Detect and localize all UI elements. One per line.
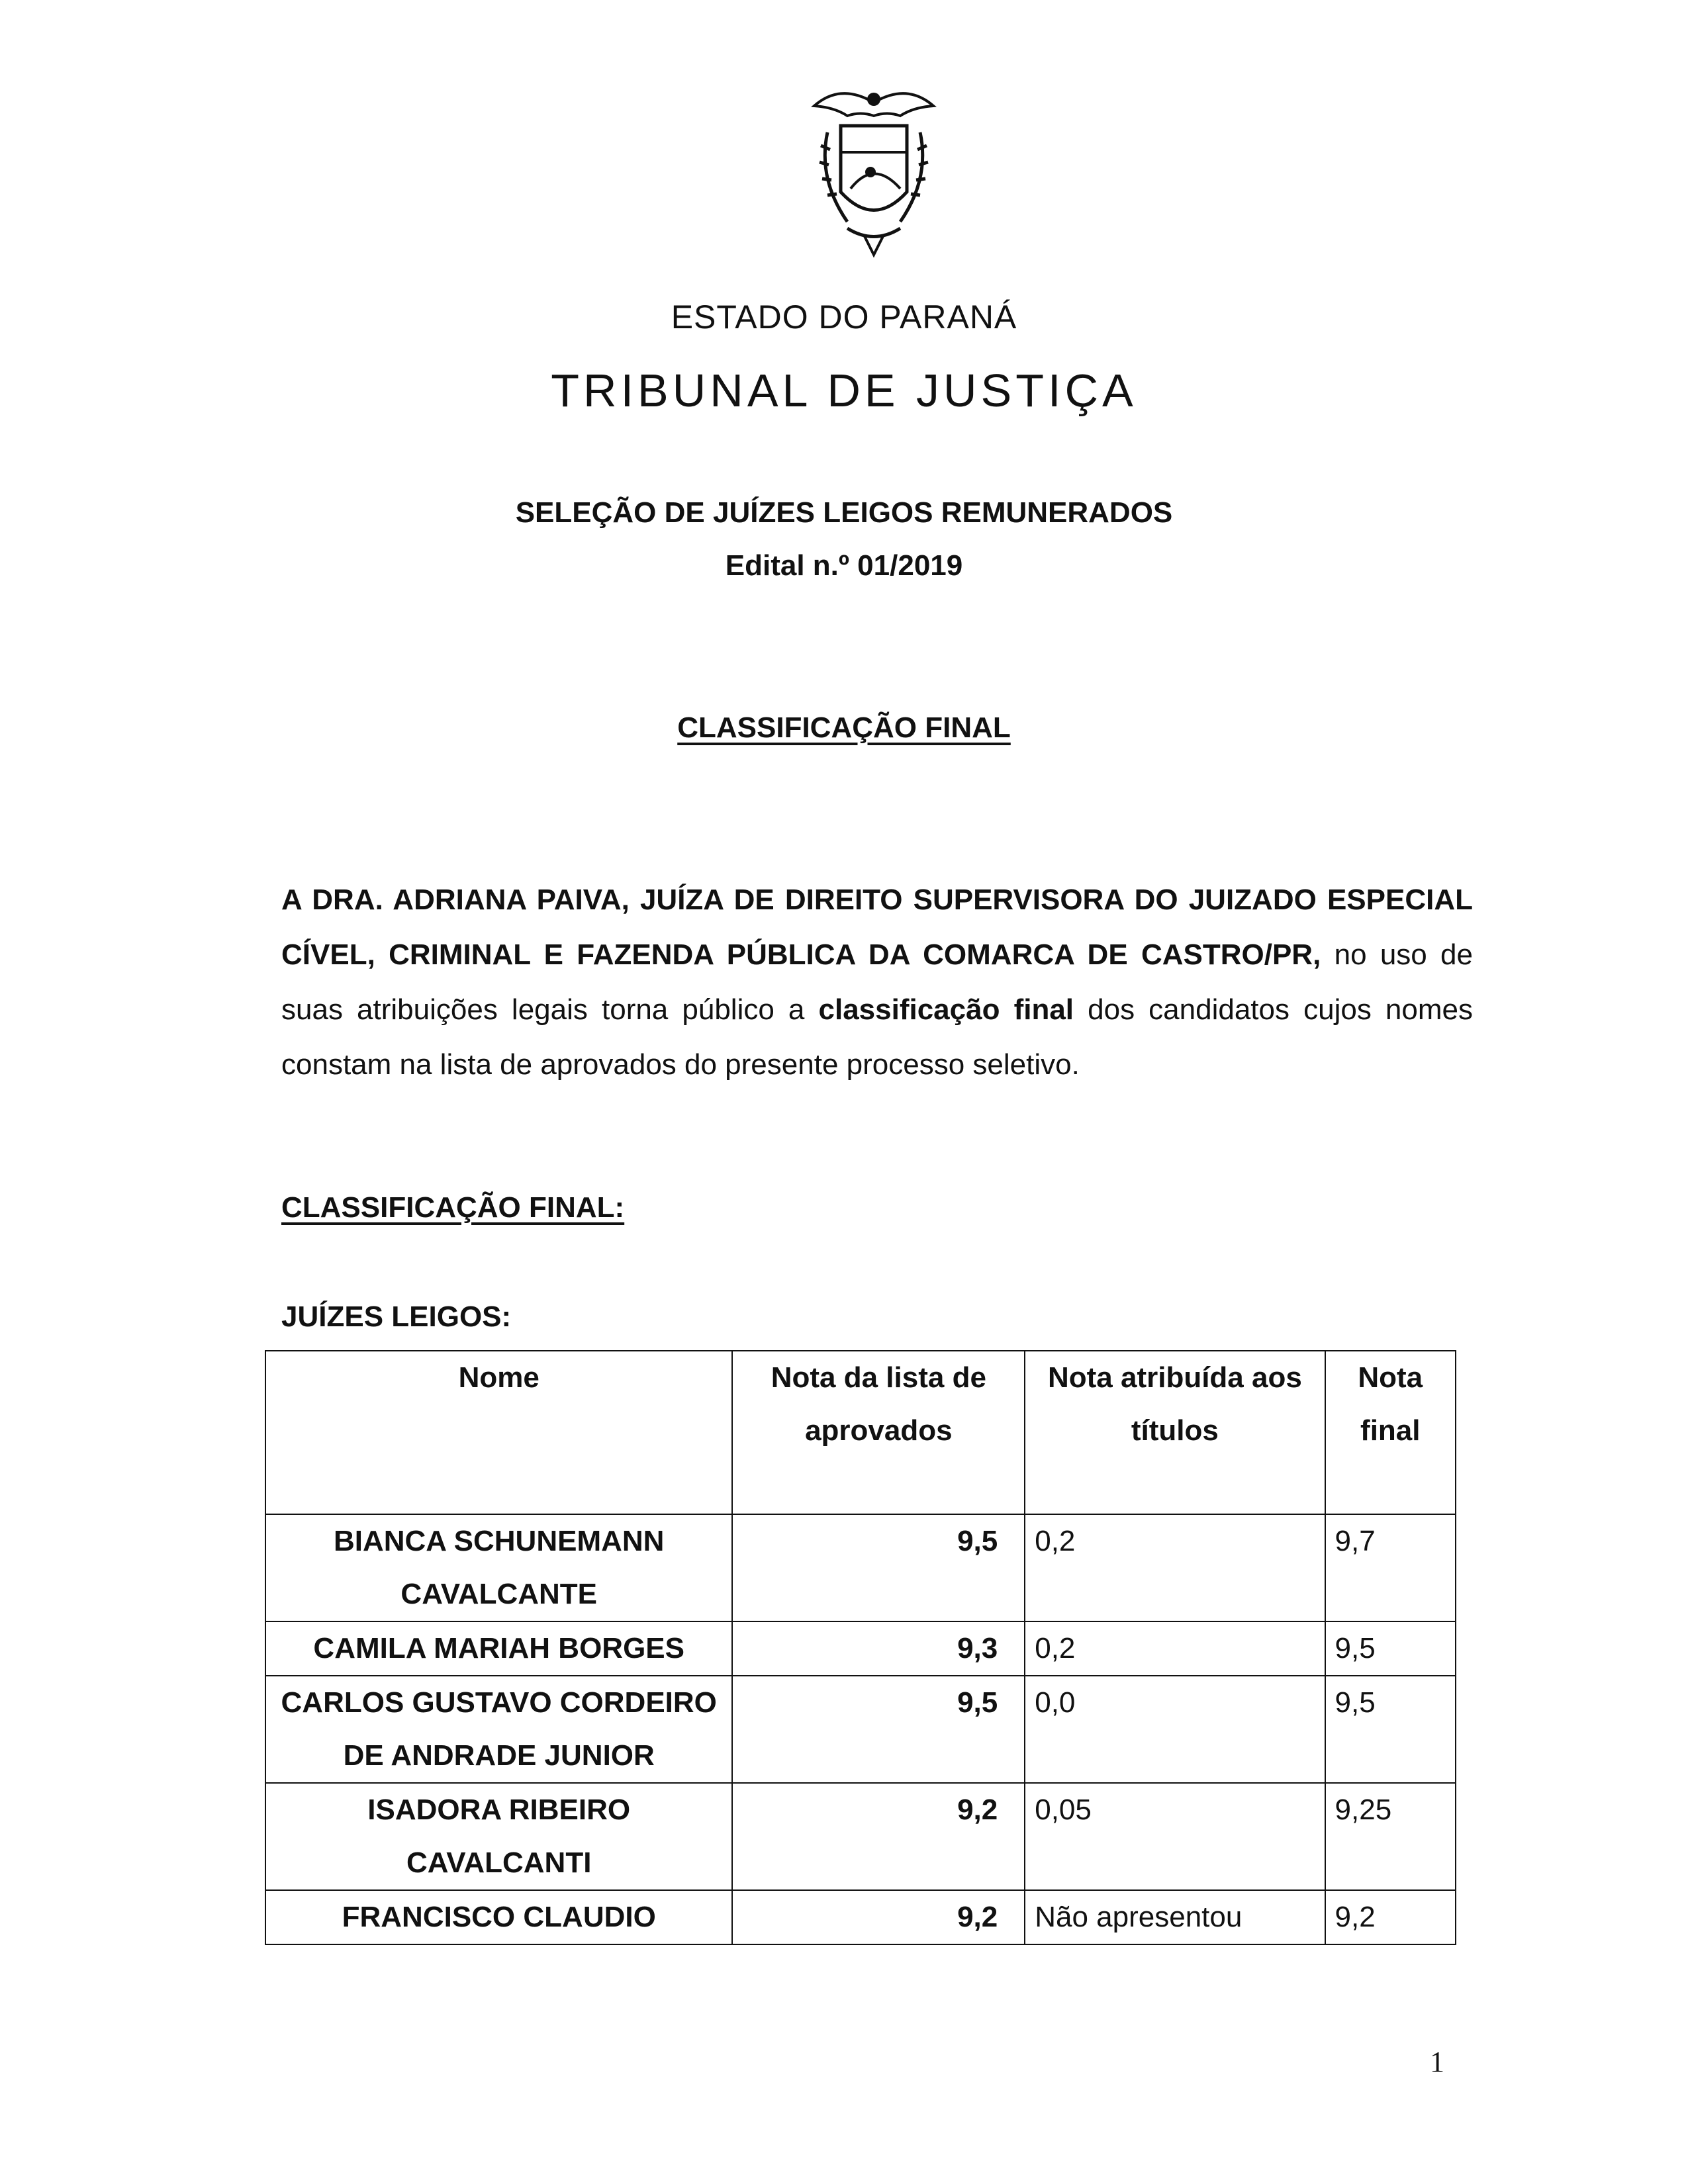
- candidate-name: ISADORA RIBEIRO CAVALCANTI: [265, 1783, 732, 1890]
- candidate-name: BIANCA SCHUNEMANN CAVALCANTE: [265, 1514, 732, 1621]
- list-grade: 9,3: [732, 1621, 1025, 1676]
- list-grade: 9,2: [732, 1890, 1025, 1944]
- title-grade: 0,2: [1025, 1621, 1325, 1676]
- header-title-grade: Nota atribuída aos títulos: [1025, 1351, 1325, 1514]
- candidate-name: CARLOS GUSTAVO CORDEIRO DE ANDRADE JUNIOR: [265, 1676, 732, 1783]
- court-name: TRIBUNAL DE JUSTIÇA: [551, 365, 1137, 416]
- list-grade: 9,2: [732, 1783, 1025, 1890]
- table-row: [265, 1890, 1456, 1944]
- edital-number: Edital n.º 01/2019: [725, 549, 963, 582]
- candidate-name: FRANCISCO CLAUDIO: [265, 1890, 732, 1944]
- final-grade: 9,25: [1325, 1783, 1456, 1890]
- document-title: CLASSIFICAÇÃO FINAL: [677, 711, 1011, 744]
- header-list-grade: Nota da lista de aprovados: [732, 1351, 1025, 1514]
- header-final-grade: Nota final: [1325, 1351, 1456, 1514]
- table-row: [265, 1783, 1456, 1890]
- table-row: [265, 1514, 1456, 1621]
- final-grade: 9,5: [1325, 1676, 1456, 1783]
- announcement-text: no uso de suas atribuições legais torna público a: [281, 938, 1474, 1026]
- table-row: [265, 1621, 1456, 1676]
- header-name: Nome: [265, 1351, 732, 1514]
- table-row: [265, 1676, 1456, 1783]
- title-grade: 0,0: [1025, 1676, 1325, 1783]
- title-grade: Não apresentou: [1025, 1890, 1325, 1944]
- final-grade: 9,7: [1325, 1514, 1456, 1621]
- final-grade: 9,2: [1325, 1890, 1456, 1944]
- announcement-authority: A DRA. ADRIANA PAIVA, JUÍZA DE DIREITO SUPERVISORA DO JUIZADO ESPECIAL CÍVEL, CRIMINAL E FAZENDA PÚBLICA DA COMARCA DE CASTRO/PR,: [281, 884, 1473, 971]
- final-grade: 9,5: [1325, 1621, 1456, 1676]
- list-grade: 9,5: [732, 1514, 1025, 1621]
- section-lay-judges: JUÍZES LEIGOS:: [281, 1300, 512, 1333]
- title-grade: 0,2: [1025, 1514, 1325, 1621]
- candidate-name: CAMILA MARIAH BORGES: [265, 1621, 732, 1676]
- classification-table: [265, 1350, 1456, 1945]
- announcement-paragraph: [281, 872, 1473, 1092]
- page-number: 1: [1430, 2046, 1444, 2078]
- state-name: ESTADO DO PARANÁ: [671, 298, 1017, 336]
- section-final-classification: CLASSIFICAÇÃO FINAL:: [281, 1191, 625, 1224]
- title-grade: 0,05: [1025, 1783, 1325, 1890]
- table-header-row: [265, 1351, 1456, 1514]
- announcement-tail: dos candidatos cujos nomes constam na lista de aprovados do presente processo seletivo.: [281, 993, 1473, 1081]
- selection-title: SELEÇÃO DE JUÍZES LEIGOS REMUNERADOS: [515, 496, 1173, 529]
- parana-coat-of-arms-icon: [801, 79, 947, 265]
- announcement-emphasis: classificação final: [818, 993, 1074, 1026]
- list-grade: 9,5: [732, 1676, 1025, 1783]
